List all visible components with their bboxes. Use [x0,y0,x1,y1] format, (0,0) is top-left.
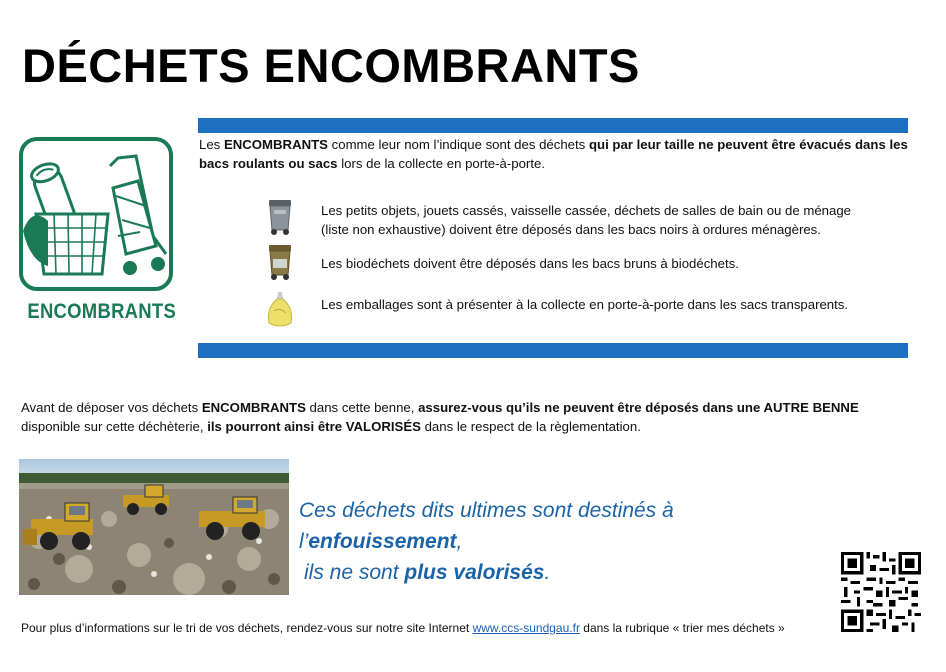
footer-text: Pour plus d’informations sur le tri de vos déchets, rendez-vous sur notre site Internet www.ccs-sundgau.fr dans la rubrique « trier mes déchets » [21,621,785,635]
grey-wheelie-bin-icon [264,196,296,236]
website-link[interactable]: www.ccs-sundgau.fr [472,621,580,635]
bottom-blue-bar [198,343,908,358]
encombrants-pictogram-icon [18,136,174,296]
page-title: DÉCHETS ENCOMBRANTS [22,39,640,92]
bin-text-black: Les petits objets, jouets cassés, vaisselle cassée, déchets de salles de bain ou de ménage (liste non exhaustive) doivent être déposés dans les bacs noirs à ordures ménagères. [321,203,852,237]
landfill-bulldozers-image [19,459,289,595]
notice-paragraph: Avant de déposer vos déchets ENCOMBRANTS dans cette benne, assurez-vous qu’ils ne peuvent être déposés dans une AUTRE BENNE disponible sur cette déchèterie, ils pourront ainsi être VALORISÉS dans le respect de la règlementation. [21,400,859,434]
top-blue-bar [198,118,908,133]
bin-text-brown: Les biodéchets doivent être déposés dans les bacs bruns à biodéchets. [321,256,739,271]
logo-label: ENCOMBRANTS [27,300,177,323]
qr-code-icon[interactable] [841,552,921,632]
landfill-quote: Ces déchets dits ultimes sont destinés à l’enfouissement, ils ne sont plus valorisés. [299,499,674,584]
brown-wheelie-bin-icon [264,241,296,281]
transparent-bag-icon [264,289,296,329]
intro-paragraph: Les ENCOMBRANTS comme leur nom l’indique sont des déchets qui par leur taille ne peuvent être évacués dans les bacs roulants ou sacs lors de la collecte en porte-à-porte. [199,137,908,171]
encombrants-logo [18,136,177,332]
bin-text-bag: Les emballages sont à présenter à la collecte en porte-à-porte dans les sacs transparents. [321,297,849,312]
landfill-photo [19,459,289,595]
